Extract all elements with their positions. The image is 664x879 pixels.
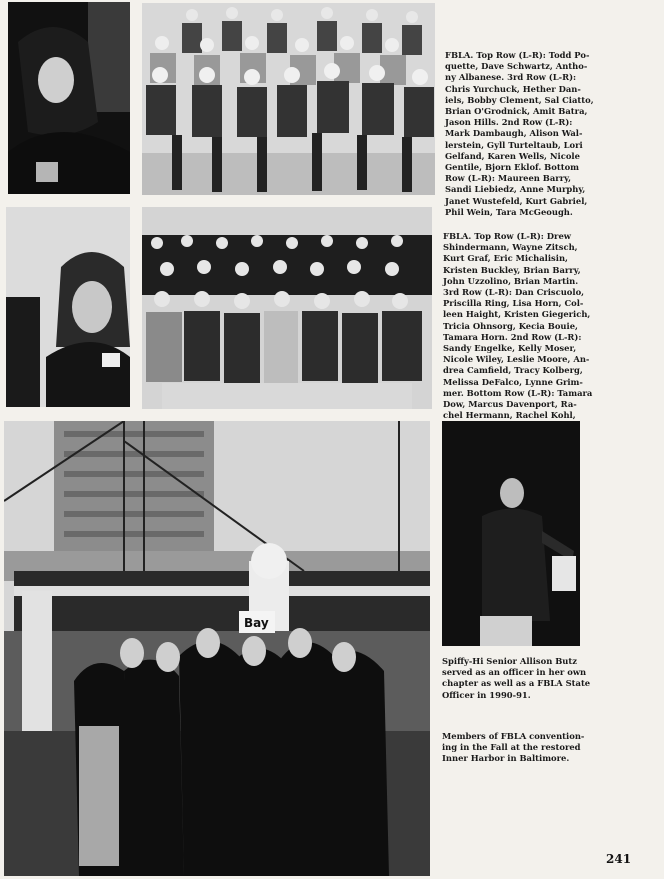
bay-sign: Bay xyxy=(244,616,269,630)
caption-inner-harbor: Members of FBLA convention- ing in the Fall at the restored Inner Harbor in Baltimore. xyxy=(442,731,585,764)
allison-butz-photo xyxy=(442,421,580,646)
portrait-photo-2 xyxy=(6,207,130,407)
page-number: 241 xyxy=(606,852,632,866)
group-photo-2 xyxy=(142,207,432,409)
caption-fbla-group-1: FBLA. Top Row (L-R): Todd Po- quette, Dave Schwartz, Antho- ny Albanese. 3rd Row (L-R): Chris Yurchuck, Hether Dan- iels, Bobby Clement, Sal Ciatto, Brian O'Grodnick, Amit Batra, Jason Hills. 2nd Row (L-R): Mark Dambaugh, Alison Wal- lerstein, Gyll Turteltaub, Lori Gelfand, Karen Wells, Nicole Gentile, Bjorn Eklof. Bottom Row (L-R): Maureen Barry, Sandi Liebiedz, Anne Murphy, Janet Wustefeld, Kurt Gabriel, Phil Wein, Tara McGeough. xyxy=(445,50,594,217)
caption-allison-butz: Spiffy-Hi Senior Allison Butz served as an officer in her own chapter as well as a FBLA State Officer in 1990-91. xyxy=(442,656,591,700)
caption-fbla-group-2: FBLA. Top Row (L-R): Drew Shindermann, Wayne Zitsch, Kurt Graf, Eric Michalisin, Kristen Buckley, Brian Barry, John Uzzolino, Brian Martin. 3rd Row (L-R): Dan Criscuolo, Priscilla Ring, Lisa Horn, Col- leen Haight, Kristen Giegerich, Tricia Ohnsorg, Kecia Bouie, Tamara Horn. 2nd Row (L-R): Sandy Engelke, Kelly Moser, Nicole Wiley, Leslie Moore, An- drea Camfield, Tracy Kolberg, Melissa DeFalco, Lynne Grim- mer. Bottom Row (L-R): Tamara Dow, Marcus Davenport, Ra- chel Hermann, Rachel Kohl, xyxy=(443,231,593,421)
group-photo-1 xyxy=(142,3,435,195)
inner-harbor-photo xyxy=(4,421,430,876)
portrait-photo-1 xyxy=(8,2,130,194)
